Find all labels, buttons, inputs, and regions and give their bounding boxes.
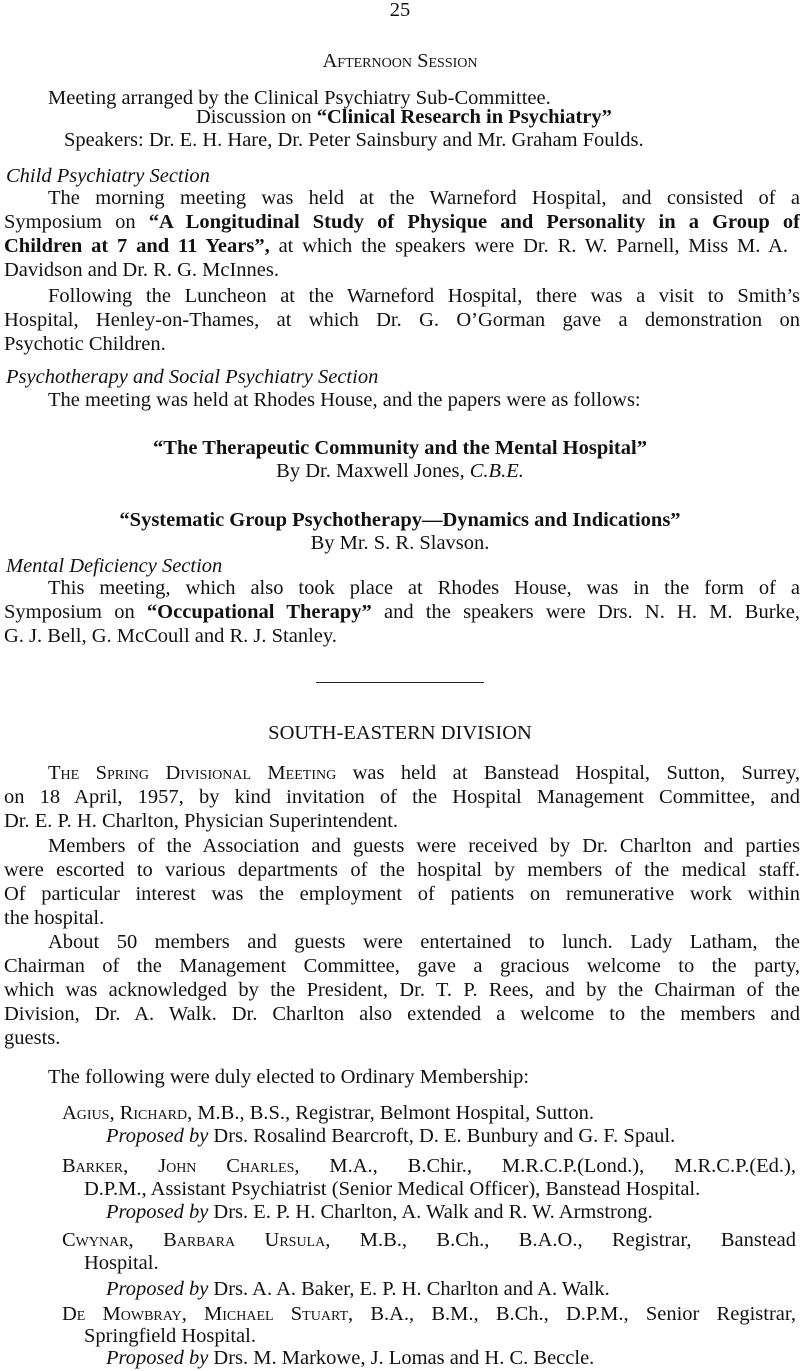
mental-deficiency-heading-text: Mental Deficiency Section bbox=[6, 555, 223, 577]
se-p1-line2: on 18 April, 1957, by kind invitation of the Hospital Management Committee, and bbox=[4, 786, 800, 808]
se-p1-line3: Dr. E. P. H. Charlton, Physician Superintendent. bbox=[4, 810, 399, 832]
child-p1-line1: The morning meeting was held at the Warneford Hospital, and consisted of a bbox=[48, 187, 800, 209]
se-p1-line1 bbox=[48, 761, 800, 786]
se-p2-line4: the hospital. bbox=[4, 907, 105, 929]
paper1-title-text: “The Therapeutic Community and the Mental Hospital” bbox=[153, 437, 647, 459]
mental-line2-prefix: Symposium on bbox=[4, 601, 147, 623]
elected-intro: The following were duly elected to Ordinary Membership: bbox=[48, 1066, 530, 1088]
member-details: M.B., B.Ch., B.A.O., Registrar, Banstead bbox=[330, 1229, 796, 1251]
child-p1-line4: Davidson and Dr. R. G. McInnes. bbox=[4, 259, 280, 281]
member-cwynar-line1 bbox=[62, 1228, 796, 1253]
proposers-list: Drs. Rosalind Bearcroft, D. E. Bunbury and G. F. Spaul. bbox=[208, 1125, 676, 1147]
member-cwynar-line2: Hospital. bbox=[84, 1252, 159, 1274]
symposium-title-part1: “A Longitudinal Study of Physique and Personality in a Group of bbox=[148, 211, 800, 233]
psychotherapy-intro: The meeting was held at Rhodes House, and the papers were as follows: bbox=[48, 389, 641, 411]
afternoon-line1: Meeting arranged by the Clinical Psychiatry Sub-Committee. bbox=[48, 87, 551, 109]
child-p1-line2 bbox=[4, 210, 800, 235]
se-p3-line4: Division, Dr. A. Walk. Dr. Charlton also extended a welcome to the members and bbox=[4, 1003, 800, 1025]
member-name: De Mowbray, Michael Stuart, bbox=[62, 1303, 354, 1325]
page-number: 25 bbox=[389, 0, 411, 21]
afternoon-speakers: Speakers: Dr. E. H. Hare, Dr. Peter Sainsbury and Mr. Graham Foulds. bbox=[64, 129, 644, 151]
se-p3-line5: guests. bbox=[4, 1027, 61, 1049]
se-p3-line1: About 50 members and guests were entertained to lunch. Lady Latham, the bbox=[48, 931, 800, 953]
proposers-list: Drs. A. A. Baker, E. P. H. Charlton and A. Walk. bbox=[208, 1278, 610, 1300]
psychotherapy-section-heading bbox=[6, 365, 378, 390]
member-barker-line1 bbox=[62, 1154, 796, 1179]
proposed-by-label: Proposed by bbox=[106, 1278, 209, 1300]
child-p2-line1: Following the Luncheon at the Warneford Hospital, there was a visit to Smith’s bbox=[48, 285, 800, 307]
se-p3-line3: which was acknowledged by the President, Dr. T. P. Rees, and by the Chairman of the bbox=[4, 979, 800, 1001]
mental-line3: G. J. Bell, G. McCoull and R. J. Stanley. bbox=[4, 625, 337, 647]
member-details: M.A., B.Chir., M.R.C.P.(Lond.), M.R.C.P.(Ed.), bbox=[299, 1155, 796, 1177]
se-division-heading: SOUTH-EASTERN DIVISION bbox=[268, 722, 532, 744]
mental-line1: This meeting, which also took place at Rhodes House, was in the form of a bbox=[48, 577, 800, 599]
member-cwynar-proposers bbox=[106, 1277, 610, 1302]
paper1-title bbox=[0, 436, 800, 461]
member-details: B.A., B.M., B.Ch., D.P.M., Senior Registrar, bbox=[353, 1303, 797, 1325]
member-name: Agius, Richard, bbox=[62, 1102, 193, 1124]
paper2-title-text: “Systematic Group Psychotherapy—Dynamics and Indications” bbox=[119, 509, 681, 531]
child-p1-line3-rest: at which the speakers were Dr. R. W. Parnell, Miss M. A. bbox=[269, 235, 788, 257]
member-barker-line2: D.P.M., Assistant Psychiatrist (Senior Medical Officer), Banstead Hospital. bbox=[84, 1178, 701, 1200]
symposium-title-part2: Children at 7 and 11 Years”, bbox=[4, 235, 270, 257]
proposed-by-label: Proposed by bbox=[106, 1201, 209, 1223]
child-section-heading-text: Child Psychiatry Section bbox=[6, 165, 210, 187]
spring-meeting-label: The Spring Divisional Meeting bbox=[48, 762, 337, 784]
proposed-by-label: Proposed by bbox=[106, 1347, 209, 1369]
se-p1-line1-rest: was held at Banstead Hospital, Sutton, Surrey, bbox=[336, 762, 800, 784]
discussion-prefix: Discussion on bbox=[196, 106, 317, 128]
afternoon-session-heading: Afternoon Session bbox=[322, 50, 478, 72]
paper1-by: By Dr. Maxwell Jones, bbox=[276, 460, 470, 482]
paper1-author bbox=[0, 459, 800, 484]
proposers-list: Drs. E. P. H. Charlton, A. Walk and R. W. Armstrong. bbox=[208, 1201, 653, 1223]
proposers-list: Drs. M. Markowe, J. Lomas and H. C. Beccle. bbox=[208, 1347, 595, 1369]
member-agius-proposers bbox=[106, 1124, 675, 1149]
mental-line2-rest: and the speakers were Drs. N. H. M. Burke, bbox=[371, 601, 800, 623]
member-demowbray-proposers bbox=[106, 1346, 594, 1371]
paper2-author: By Mr. S. R. Slavson. bbox=[310, 532, 490, 554]
member-name: Barker, John Charles, bbox=[62, 1155, 300, 1177]
psychotherapy-section-heading-text: Psychotherapy and Social Psychiatry Section bbox=[6, 366, 379, 388]
child-p1-prefix: Symposium on bbox=[4, 211, 149, 233]
se-p2-line1: Members of the Association and guests were received by Dr. Charlton and parties bbox=[48, 835, 800, 857]
child-p2-line3: Psychotic Children. bbox=[4, 333, 166, 355]
member-details: M.B., B.S., Registrar, Belmont Hospital, Sutton. bbox=[192, 1102, 594, 1124]
child-p1-line3 bbox=[4, 234, 788, 259]
discussion-title: “Clinical Research in Psychiatry” bbox=[316, 106, 612, 128]
section-divider bbox=[316, 682, 484, 683]
member-demowbray-line2: Springfield Hospital. bbox=[84, 1325, 256, 1347]
se-p2-line3: Of particular interest was the employment of patients on remunerative work within bbox=[4, 883, 800, 905]
member-agius-line1 bbox=[62, 1101, 594, 1126]
se-p3-line2: Chairman of the Management Committee, gave a gracious welcome to the party, bbox=[4, 955, 800, 977]
afternoon-discussion bbox=[196, 105, 612, 130]
member-barker-proposers bbox=[106, 1200, 653, 1225]
mental-line2 bbox=[4, 600, 800, 625]
se-p2-line2: were escorted to various departments of the hospital by members of the medical staff. bbox=[4, 859, 800, 881]
proposed-by-label: Proposed by bbox=[106, 1125, 209, 1147]
paper2-title bbox=[0, 508, 800, 533]
child-p2-line2: Hospital, Henley-on-Thames, at which Dr. G. O’Gorman gave a demonstration on bbox=[4, 309, 800, 331]
occupational-therapy-title: “Occupational Therapy” bbox=[146, 601, 372, 623]
paper1-honour: C.B.E. bbox=[469, 460, 524, 482]
member-name: Cwynar, Barbara Ursula, bbox=[62, 1229, 331, 1251]
